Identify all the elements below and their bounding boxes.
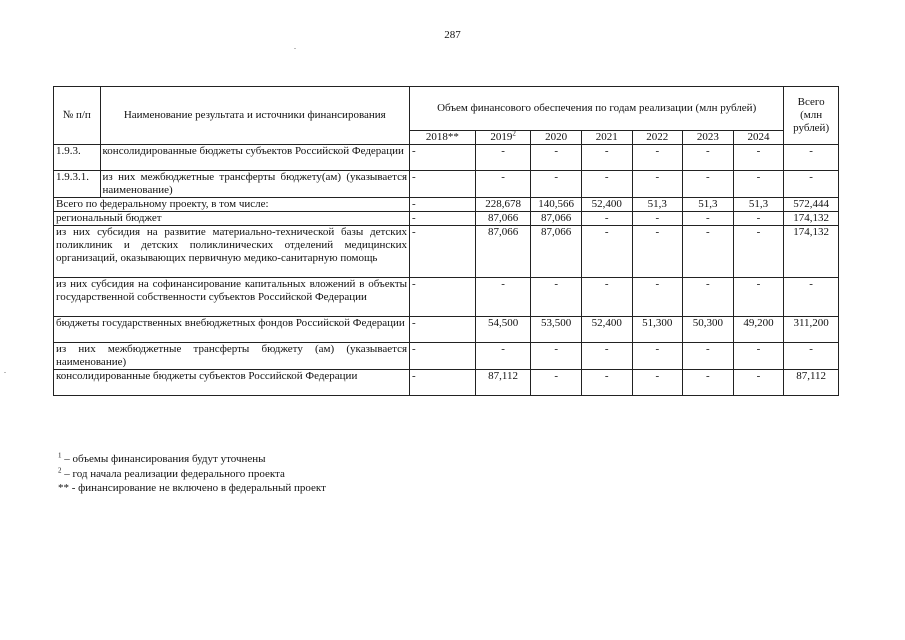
value-cell: - — [632, 343, 683, 370]
value-cell: - — [683, 343, 734, 370]
table-row — [54, 145, 839, 171]
table-row — [54, 278, 839, 317]
value-cell: 53,500 — [531, 317, 582, 343]
value-cell: - — [581, 278, 632, 317]
row-number: 1.9.3.1. — [54, 171, 101, 198]
value-cell: - — [410, 198, 476, 212]
value-cell: - — [581, 226, 632, 278]
value-cell: 50,300 — [683, 317, 734, 343]
value-cell: - — [531, 370, 582, 396]
value-cell: - — [475, 343, 531, 370]
footnote-text: ** - финансирование не включено в федеральный проект — [58, 482, 326, 494]
header-year: 2020 — [531, 131, 582, 145]
value-cell: - — [475, 171, 531, 198]
row-number: 1.9.3. — [54, 145, 101, 171]
value-cell: - — [683, 212, 734, 226]
value-cell: 52,400 — [581, 198, 632, 212]
value-cell: - — [733, 226, 784, 278]
value-cell: - — [410, 278, 476, 317]
value-cell: 87,066 — [475, 226, 531, 278]
value-cell: 87,066 — [475, 212, 531, 226]
value-cell: 49,200 — [733, 317, 784, 343]
value-cell: - — [733, 278, 784, 317]
row-name: региональный бюджет — [54, 212, 410, 226]
header-year: 2021 — [581, 131, 632, 145]
value-cell: 51,3 — [683, 198, 734, 212]
total-cell: 87,112 — [784, 370, 839, 396]
footnote — [58, 467, 326, 482]
footnote-mark: 2 — [58, 465, 62, 474]
value-cell: - — [531, 343, 582, 370]
value-cell: - — [410, 317, 476, 343]
page-number: 287 — [444, 29, 461, 41]
total-cell: 174,132 — [784, 226, 839, 278]
value-cell: - — [581, 145, 632, 171]
value-cell: - — [531, 145, 582, 171]
row-name: из них межбюджетные трансферты бюджету (ам) (указывается наименование) — [54, 343, 410, 370]
value-cell: 228,678 — [475, 198, 531, 212]
total-cell: - — [784, 278, 839, 317]
table-body — [54, 145, 839, 396]
value-cell: - — [733, 145, 784, 171]
value-cell: - — [632, 145, 683, 171]
value-cell: 87,112 — [475, 370, 531, 396]
row-name: Всего по федеральному проекту, в том числе: — [54, 198, 410, 212]
value-cell: - — [581, 171, 632, 198]
table-row — [54, 171, 839, 198]
header-num: № п/п — [54, 87, 101, 145]
value-cell: - — [733, 370, 784, 396]
value-cell: - — [733, 212, 784, 226]
value-cell: 51,300 — [632, 317, 683, 343]
header-row-main — [54, 87, 839, 131]
total-cell: - — [784, 343, 839, 370]
total-cell: 311,200 — [784, 317, 839, 343]
scan-speck — [294, 48, 296, 49]
total-cell: - — [784, 171, 839, 198]
row-name: бюджеты государственных внебюджетных фондов Российской Федерации — [54, 317, 410, 343]
table-row — [54, 198, 839, 212]
row-name: из них субсидия на развитие материально-технической базы детских поликлиник и детских поликлинических отделений медицинских организаций, оказывающих первичную медико-санитарную помощь — [54, 226, 410, 278]
value-cell: - — [632, 278, 683, 317]
header-year-sup: 2 — [512, 130, 516, 138]
footnote — [58, 481, 326, 496]
value-cell: - — [683, 171, 734, 198]
row-name: консолидированные бюджеты субъектов Российской Федерации — [100, 145, 410, 171]
table-row — [54, 226, 839, 278]
value-cell: - — [531, 171, 582, 198]
table-row — [54, 212, 839, 226]
total-cell: 572,444 — [784, 198, 839, 212]
header-year-label: 2019 — [490, 131, 513, 143]
footnote-text: – год начала реализации федерального проекта — [61, 467, 285, 480]
total-cell: - — [784, 145, 839, 171]
value-cell: - — [475, 145, 531, 171]
value-cell: 52,400 — [581, 317, 632, 343]
value-cell: - — [683, 370, 734, 396]
footnote-mark: 1 — [58, 451, 62, 460]
footnotes — [58, 452, 326, 496]
value-cell: - — [683, 226, 734, 278]
header-year: 2022 — [632, 131, 683, 145]
value-cell: - — [683, 145, 734, 171]
value-cell: 51,3 — [632, 198, 683, 212]
scan-speck — [4, 372, 6, 373]
header-year — [475, 131, 531, 145]
value-cell: - — [410, 171, 476, 198]
value-cell: 87,066 — [531, 226, 582, 278]
value-cell: - — [475, 278, 531, 317]
table-row — [54, 317, 839, 343]
value-cell: - — [410, 226, 476, 278]
value-cell: - — [410, 212, 476, 226]
total-cell: 174,132 — [784, 212, 839, 226]
value-cell: - — [581, 212, 632, 226]
value-cell: 54,500 — [475, 317, 531, 343]
value-cell: - — [581, 343, 632, 370]
value-cell: 140,566 — [531, 198, 582, 212]
header-total: Всего (млн рублей) — [784, 87, 839, 145]
header-year: 2023 — [683, 131, 734, 145]
value-cell: - — [632, 171, 683, 198]
header-year: 2024 — [733, 131, 784, 145]
row-name: из них субсидия на софинансирование капитальных вложений в объекты государственной собственности субъектов Российской Федерации — [54, 278, 410, 317]
table-row — [54, 370, 839, 396]
header-year: 2018** — [410, 131, 476, 145]
row-name: консолидированные бюджеты субъектов Российской Федерации — [54, 370, 410, 396]
value-cell: 87,066 — [531, 212, 582, 226]
header-volume: Объем финансового обеспечения по годам реализации (млн рублей) — [410, 87, 784, 131]
financing-table — [53, 86, 839, 396]
row-name: из них межбюджетные трансферты бюджету(ам) (указывается наименование) — [100, 171, 410, 198]
value-cell: - — [683, 278, 734, 317]
value-cell: - — [632, 226, 683, 278]
value-cell: - — [410, 145, 476, 171]
value-cell: - — [410, 370, 476, 396]
value-cell: - — [581, 370, 632, 396]
value-cell: - — [632, 370, 683, 396]
value-cell: - — [531, 278, 582, 317]
header-name: Наименование результата и источники финансирования — [100, 87, 410, 145]
footnote-text: – объемы финансирования будут уточнены — [61, 453, 266, 465]
value-cell: - — [410, 343, 476, 370]
value-cell: - — [632, 212, 683, 226]
value-cell: 51,3 — [733, 198, 784, 212]
footnote — [58, 452, 326, 467]
table-row — [54, 343, 839, 370]
value-cell: - — [733, 343, 784, 370]
value-cell: - — [733, 171, 784, 198]
